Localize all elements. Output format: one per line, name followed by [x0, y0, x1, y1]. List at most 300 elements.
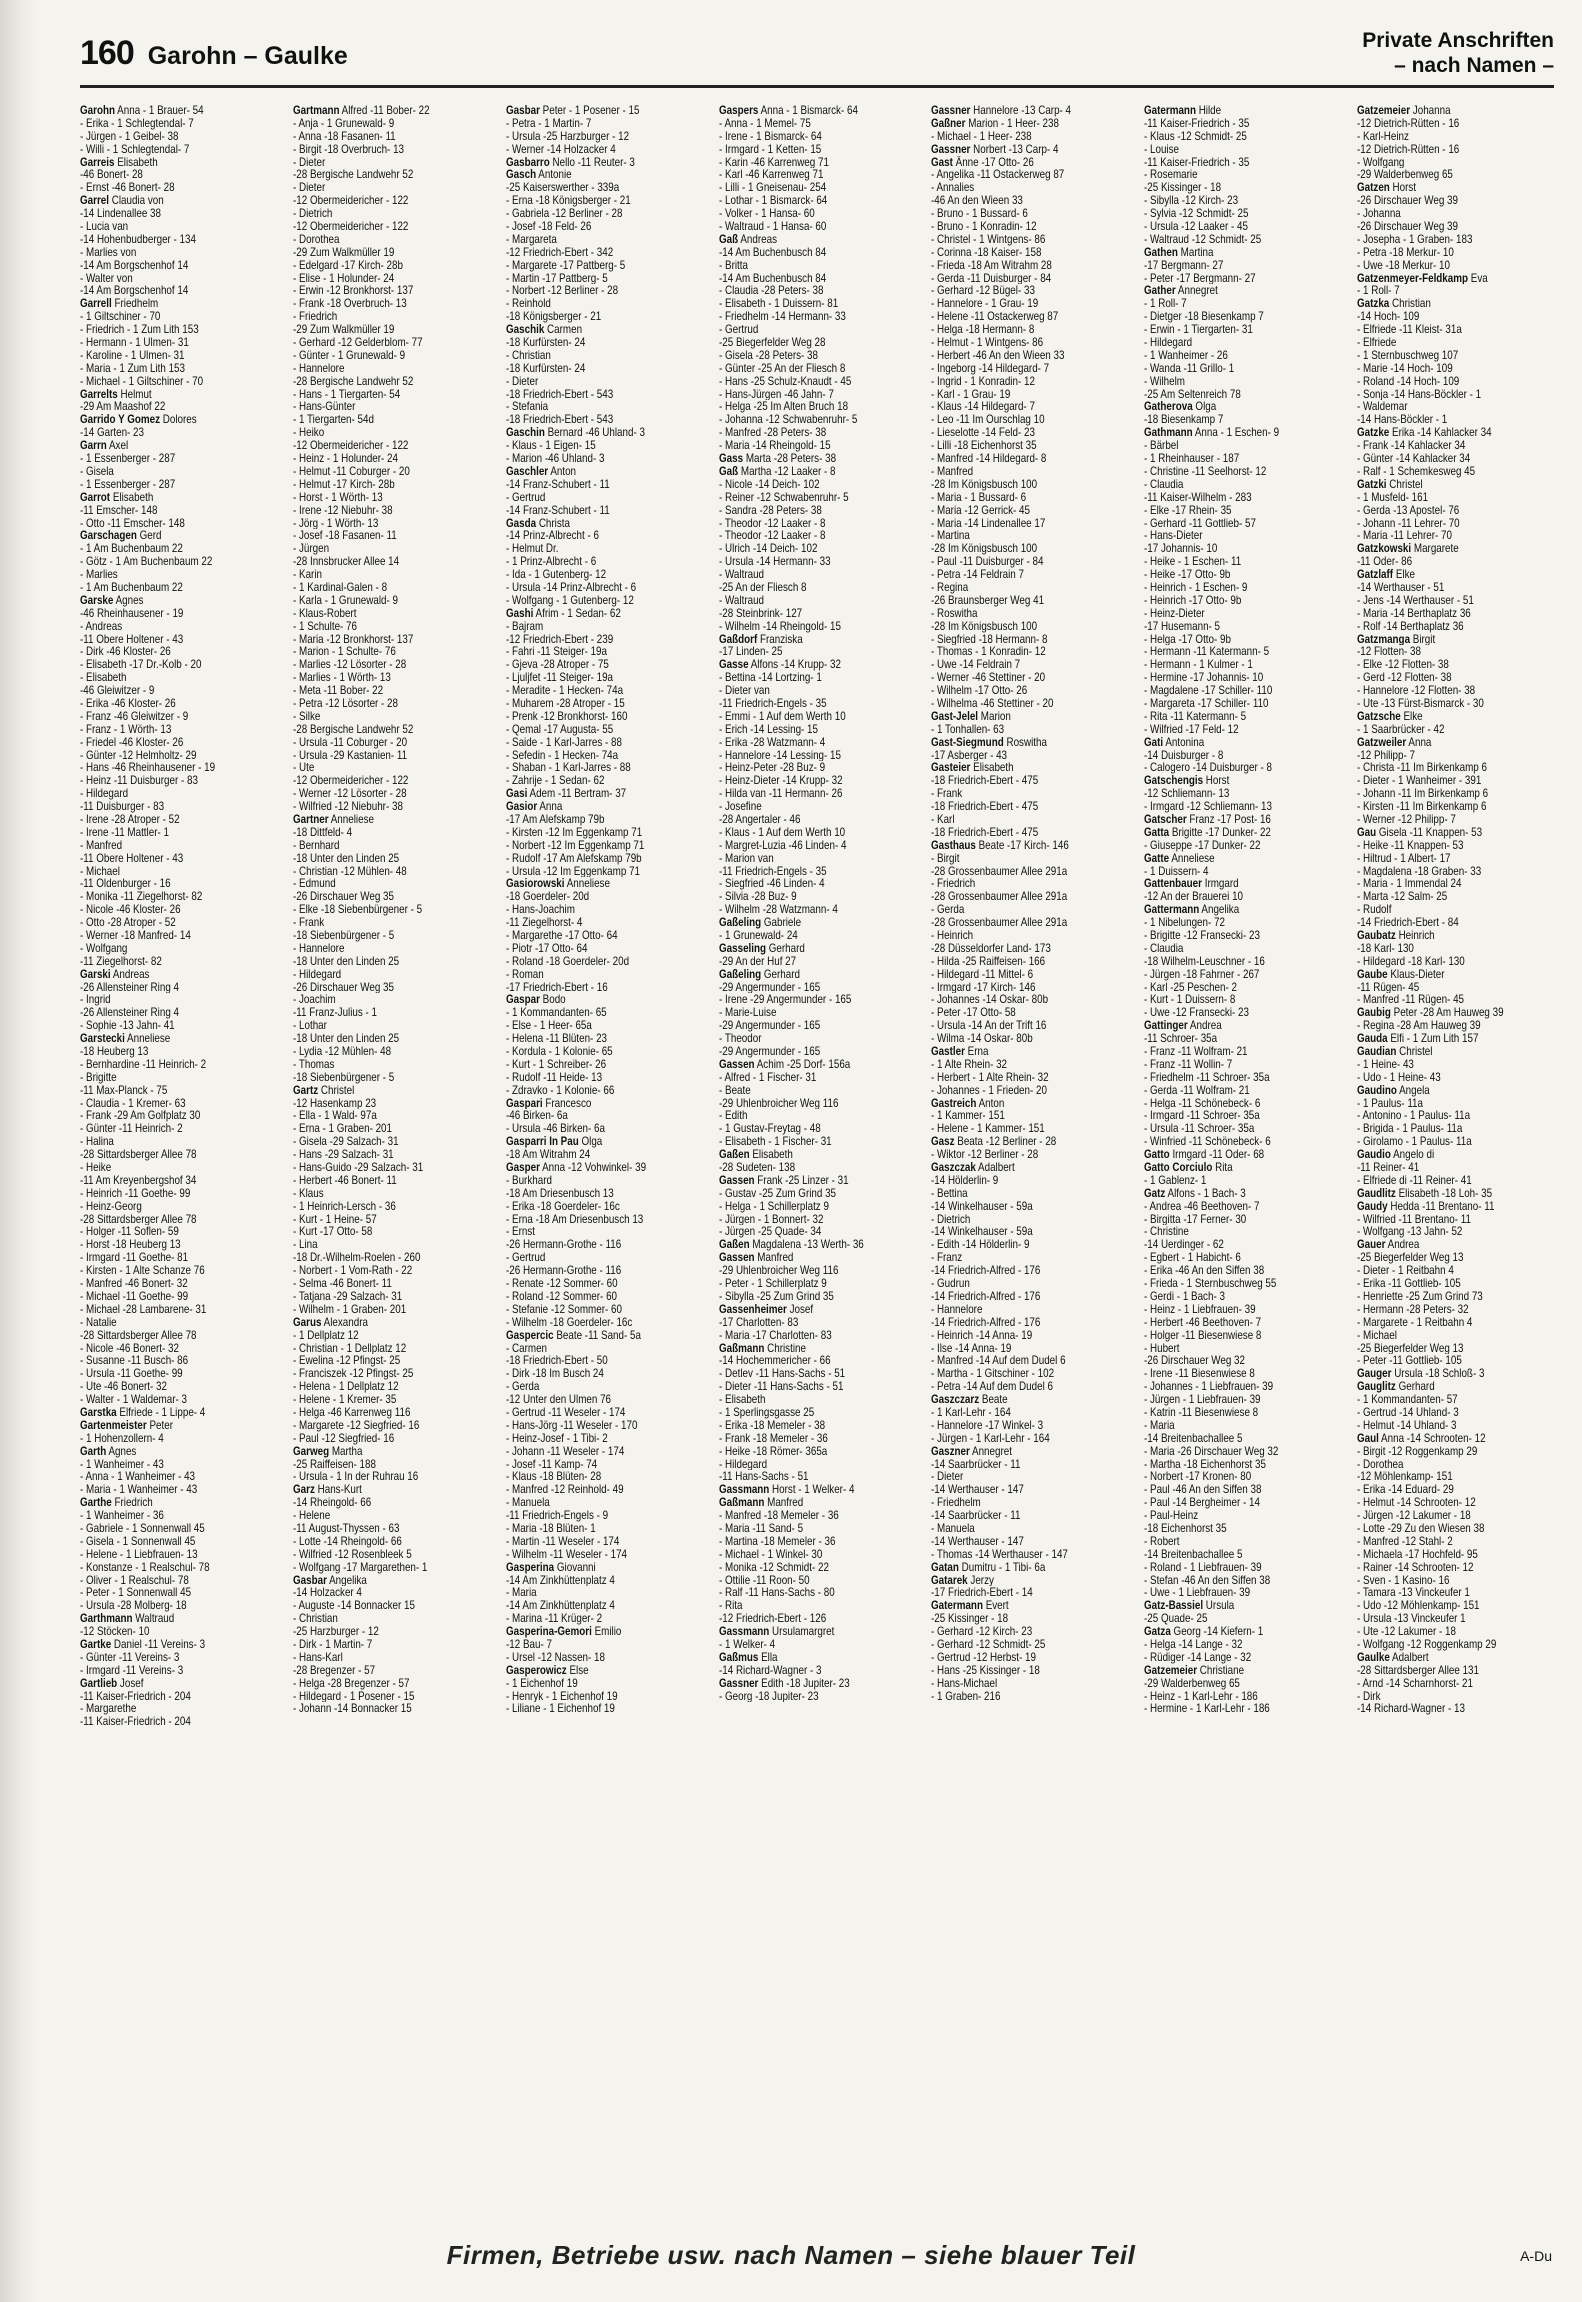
entry-line [719, 993, 920, 1006]
entry-text: - 1 Saarbrücker - 42 [1357, 722, 1445, 736]
entry-line [1144, 1200, 1345, 1213]
entry-line [719, 1470, 920, 1483]
entry-text: - 1 Gustav-Freytag - 48 [718, 1122, 821, 1136]
entry-line [506, 259, 707, 272]
entry-text: - Anna -18 Fasanen- 11 [292, 129, 396, 143]
entry-text: - Friedrich [292, 310, 338, 324]
entry-line [1357, 1522, 1558, 1535]
entry-head-line [1144, 104, 1345, 117]
surname: Gast-Jelel [931, 709, 979, 723]
entry-line [506, 1238, 707, 1251]
entry-text: - Elfriede -11 Kleist- 31a [1357, 323, 1462, 337]
entry-line [506, 916, 707, 929]
entry-text: Anna -14 Schrooten- 12 [1381, 1431, 1486, 1445]
entry-text: Franziska [759, 632, 803, 646]
entry-text: - Margarete -12 Siegfried- 16 [292, 1418, 420, 1432]
entry-text: - Manfred -12 Reinhold- 49 [505, 1483, 624, 1497]
entry-text: - Helene - 1 Kammer- 151 [931, 1122, 1046, 1136]
entry-text: - 1 Dellplatz 12 [292, 1328, 359, 1342]
entry-line [1357, 259, 1558, 272]
entry-line [506, 1277, 707, 1290]
entry-head-line [80, 1032, 281, 1045]
entry-line [506, 220, 707, 233]
surname: Gasperowicz [505, 1663, 567, 1677]
entry-text: - Hermine - 1 Karl-Lehr - 186 [1144, 1702, 1271, 1716]
entry-line [1144, 491, 1345, 504]
entry-text: - Herbert -46 An den Wieen 33 [931, 348, 1065, 362]
entry-text: -18 Friedrich-Ebert - 475 [931, 800, 1039, 813]
entry-line [293, 1522, 494, 1535]
entry-text: -14 Franz-Schubert - 11 [505, 503, 610, 517]
entry-head-line [1357, 104, 1558, 117]
entry-line [1144, 1483, 1345, 1496]
entry-text: - Christian [292, 1612, 338, 1626]
entry-text: - Norbert -12 Im Eggenkamp 71 [505, 838, 645, 852]
entry-line [719, 259, 920, 272]
entry-line [1357, 903, 1558, 916]
entry-line [931, 1354, 1132, 1367]
entry-text: - Rüdiger -14 Lange - 32 [1144, 1650, 1252, 1664]
entry-line [506, 375, 707, 388]
entry-line [80, 400, 281, 413]
entry-text: Beate [982, 1393, 1009, 1406]
entry-head-line [1144, 400, 1345, 413]
entry-line [931, 517, 1132, 530]
entry-text: - Peter -17 Bergmann- 27 [1144, 271, 1256, 285]
entry-text: -29 Zum Walkmüller 19 [292, 245, 395, 259]
entry-text: Georg -14 Kiefern- 1 [1173, 1625, 1264, 1638]
entry-line [931, 181, 1132, 194]
entry-text: - Friedel -46 Kloster- 26 [80, 735, 184, 749]
entry-head-line [719, 916, 920, 929]
entry-text: - Gerdi - 1 Bach- 3 [1144, 1289, 1226, 1303]
entry-text: - Prenk -12 Bronkhorst- 160 [505, 709, 628, 723]
entry-text: - Heike -17 Otto- 9b [1144, 568, 1231, 581]
entry-text: -12 Friedrich-Ebert - 126 [718, 1612, 826, 1626]
entry-line [931, 1329, 1132, 1342]
entry-head-line [1357, 1200, 1558, 1213]
entry-line [719, 1586, 920, 1599]
entry-line [1357, 877, 1558, 890]
entry-line [1357, 1470, 1558, 1483]
entry-line [931, 1651, 1132, 1664]
entry-line [506, 1406, 707, 1419]
surname: Gathmann [1144, 426, 1193, 440]
entry-text: -28 Bergische Landwehr 52 [292, 374, 414, 388]
surname: Gasse [718, 658, 749, 672]
entry-text: - 1 Nibelungen- 72 [1144, 916, 1226, 929]
entry-line [931, 349, 1132, 362]
entry-text: Marta -28 Peters- 38 [745, 452, 836, 465]
entry-text: Christa [538, 516, 570, 530]
entry-line [506, 194, 707, 207]
entry-text: - Gerd -12 Flotten- 38 [1357, 671, 1452, 685]
entry-line [1357, 1406, 1558, 1419]
entry-text: -11 Emscher- 148 [80, 503, 158, 517]
entry-line [293, 1058, 494, 1071]
entry-head-line [80, 1496, 281, 1509]
entry-line [1357, 504, 1558, 517]
entry-line [1144, 1432, 1345, 1445]
entry-text: -28 Bregenzer - 57 [292, 1663, 375, 1677]
entry-text: - Ernst [505, 1225, 535, 1239]
entry-line [506, 1393, 707, 1406]
entry-line [1144, 581, 1345, 594]
entry-line [931, 916, 1132, 929]
entry-text: - Reiner -12 Schwabenruhr- 5 [718, 490, 849, 504]
entry-head-line [1144, 246, 1345, 259]
entry-text: - Heinz-Josef - 1 Tibi- 2 [505, 1431, 608, 1445]
entry-line [931, 1406, 1132, 1419]
surname: Gasseling [718, 941, 766, 955]
entry-text: -11 Friedrich-Engels - 35 [718, 864, 827, 878]
entry-text: - Uwe -18 Merkur- 10 [1357, 258, 1451, 272]
entry-text: - Wolfgang -13 Jahn- 52 [1357, 1225, 1463, 1239]
entry-line [80, 478, 281, 491]
entry-head-line [1144, 1599, 1345, 1612]
entry-line [80, 1367, 281, 1380]
entry-text: Andrea [1387, 1238, 1420, 1252]
entry-line [931, 942, 1132, 955]
entry-text: - Helena -11 Blüten- 23 [505, 1032, 607, 1046]
entry-text: - Siegfried -18 Hermann- 8 [931, 632, 1048, 646]
entry-line [719, 143, 920, 156]
entry-text: - Roswitha [931, 606, 978, 620]
entry-line [293, 1612, 494, 1625]
entry-line [293, 633, 494, 646]
entry-text: - Manfred -46 Bonert- 32 [80, 1277, 188, 1290]
entry-line [80, 1071, 281, 1084]
entry-text: - Ida - 1 Gutenberg- 12 [505, 568, 606, 581]
entry-head-line [506, 1625, 707, 1638]
surname: Gast-Siegmund [931, 735, 1005, 749]
entry-line [80, 1187, 281, 1200]
entry-line [1144, 1290, 1345, 1303]
entry-line [293, 890, 494, 903]
entry-text: -25 Harzburger - 12 [292, 1625, 379, 1638]
entry-text: Hannelore -13 Carp- 4 [973, 104, 1072, 117]
surname: Gasteier [931, 761, 971, 775]
surname: Gaspari [505, 1096, 543, 1110]
surname: Garrel [80, 194, 109, 208]
entry-head-line [719, 968, 920, 981]
entry-line [80, 220, 281, 233]
entry-text: - Dirk -46 Kloster- 26 [80, 645, 171, 659]
entry-line [1357, 1097, 1558, 1110]
entry-text: - Hans-Michael [931, 1676, 998, 1690]
entry-line [1144, 1238, 1345, 1251]
entry-head-line [719, 1677, 920, 1690]
entry-head-line [1144, 736, 1345, 749]
directory-column [506, 104, 707, 2234]
entry-text: - Ute -46 Bonert- 32 [80, 1380, 167, 1394]
entry-text: -14 Holzacker 4 [292, 1586, 362, 1600]
entry-text: -11 Kaiser-Friedrich - 35 [1144, 155, 1250, 169]
entry-text: - Elisabeth [80, 671, 127, 685]
entry-text: - Zahrije - 1 Sedan- 62 [505, 774, 605, 788]
entry-line [80, 1006, 281, 1019]
entry-text: - Michael [80, 864, 120, 878]
entry-line [719, 1445, 920, 1458]
entry-line [293, 1535, 494, 1548]
entry-line [506, 903, 707, 916]
entry-text: - Liliane - 1 Eichenhof 19 [505, 1702, 615, 1716]
entry-text: Erika -14 Kahlacker 34 [1392, 426, 1492, 440]
entry-line [293, 581, 494, 594]
entry-text: - Herbert -46 Bonert- 11 [292, 1173, 397, 1187]
entry-text: - Gerda -13 Apostel- 76 [1357, 503, 1460, 517]
entry-text: -11 Reiner- 41 [1357, 1161, 1420, 1174]
entry-line [931, 284, 1132, 297]
entry-head-line [931, 761, 1132, 774]
surname: Gassmann [718, 1483, 769, 1497]
entry-line [506, 388, 707, 401]
entry-text: - Josepha - 1 Graben- 183 [1357, 232, 1473, 246]
entry-text: - Henryk - 1 Eichenhof 19 [505, 1689, 618, 1703]
surname: Gau [1357, 825, 1377, 839]
surname: Gassenheimer [718, 1302, 787, 1316]
entry-head-line [931, 143, 1132, 156]
entry-text: - Bettina -14 Lortzing- 1 [718, 671, 822, 685]
entry-line [931, 1006, 1132, 1019]
entry-line [80, 233, 281, 246]
entry-text: - Martin -17 Pattberg- 5 [505, 271, 608, 285]
entry-line [1144, 1690, 1345, 1703]
entry-head-line [506, 877, 707, 890]
entry-text: -12 Obermeidericher - 122 [292, 194, 409, 208]
entry-text: Elisabeth [117, 155, 158, 169]
entry-text: - Wilhelm -17 Otto- 26 [931, 684, 1028, 697]
entry-text: - Paul-Heinz [1144, 1509, 1199, 1522]
entry-text: -11 Kaiser-Wilhelm - 283 [1144, 490, 1252, 504]
entry-text: Marion [981, 709, 1012, 723]
surname: Gather [1144, 284, 1177, 298]
entry-text: - Hildegard -11 Mittel- 6 [931, 967, 1034, 981]
entry-text: - Hildegard - 1 Posener - 15 [292, 1689, 415, 1703]
entry-text: -29 Angermunder - 165 [718, 980, 820, 994]
entry-line [931, 1367, 1132, 1380]
entry-text: - Lothar [292, 1019, 327, 1033]
entry-line [719, 168, 920, 181]
entry-text: Evert [986, 1599, 1010, 1613]
entry-line [1144, 787, 1345, 800]
entry-line [506, 284, 707, 297]
entry-text: - Hildegard [718, 1457, 767, 1471]
entry-line [931, 633, 1132, 646]
entry-line [1357, 1161, 1558, 1174]
entry-line [931, 439, 1132, 452]
entry-text: - Gerda -11 Wolfram- 21 [1144, 1083, 1251, 1097]
entry-line [719, 336, 920, 349]
entry-line [293, 465, 494, 478]
entry-text: Francesco [545, 1096, 592, 1110]
entry-line [80, 207, 281, 220]
entry-text: - Horst - 1 Wörth- 13 [292, 490, 383, 504]
entry-text: Andreas [739, 232, 777, 246]
entry-text: - Heiko [292, 426, 325, 440]
entry-text: -18 Wilhelm-Leuschner - 16 [1144, 954, 1266, 968]
entry-line [293, 1225, 494, 1238]
entry-text: - Birgit -12 Roggenkamp 29 [1357, 1444, 1478, 1458]
entry-text: Anna - 1 Brauer- 54 [117, 104, 204, 117]
entry-text: -26 Dirschauer Weg 35 [292, 890, 394, 904]
entry-text: - Heinz-Peter -28 Buz- 9 [718, 761, 825, 775]
surname: Gatta [1144, 825, 1170, 839]
entry-line [293, 1406, 494, 1419]
entry-text: Josef [119, 1676, 144, 1690]
entry-line [80, 903, 281, 916]
entry-line [506, 1084, 707, 1097]
entry-text: - Elke -12 Flotten- 38 [1357, 658, 1450, 672]
surname: Gasperina [505, 1560, 554, 1574]
entry-line [293, 761, 494, 774]
entry-line [1357, 284, 1558, 297]
entry-text: - 1 Tonhallen- 63 [931, 722, 1005, 736]
entry-head-line [80, 529, 281, 542]
entry-text: - Hannelore [292, 941, 345, 955]
entry-text: - Britta [718, 258, 748, 272]
entry-line [506, 968, 707, 981]
entry-text: Agnes [108, 1444, 137, 1458]
entry-text: -14 Hoch- 109 [1357, 310, 1420, 324]
entry-text: - Johannes - 1 Liebfrauen- 39 [1144, 1380, 1274, 1394]
entry-text: - Irene -11 Mattler- 1 [80, 825, 169, 839]
entry-line [506, 1290, 707, 1303]
entry-line [80, 1277, 281, 1290]
entry-text: -11 Kaiser-Friedrich - 204 [80, 1715, 191, 1729]
surname: Gasbarro [505, 155, 550, 169]
entry-text: -18 Biesenkamp 7 [1144, 413, 1224, 427]
entry-text: - 1 Tiergarten- 54d [292, 413, 374, 427]
entry-text: - Hannelore -12 Flotten- 38 [1357, 684, 1476, 697]
entry-line [1144, 1367, 1345, 1380]
entry-line [80, 697, 281, 710]
entry-line [1144, 942, 1345, 955]
entry-line [293, 246, 494, 259]
entry-line [1357, 400, 1558, 413]
entry-text: - Konstanze - 1 Realschul- 78 [80, 1560, 210, 1574]
entry-line [80, 452, 281, 465]
entry-text: -12 Unter den Ulmen 76 [505, 1393, 611, 1406]
entry-line [293, 877, 494, 890]
entry-line [1144, 220, 1345, 233]
entry-text: Eva [1470, 271, 1488, 285]
entry-text: - Jürgen -25 Quade- 34 [718, 1225, 821, 1239]
entry-line [506, 633, 707, 646]
entry-text: -14 Am Zinkhüttenplatz 4 [505, 1599, 615, 1613]
entry-line [719, 955, 920, 968]
entry-line [506, 542, 707, 555]
entry-text: - Magdalena -18 Graben- 33 [1357, 864, 1482, 878]
entry-line [293, 362, 494, 375]
entry-head-line [293, 1574, 494, 1587]
entry-line [293, 955, 494, 968]
entry-text: -12 Dietrich-Rütten - 16 [1357, 142, 1460, 156]
entry-text: - Gertrud -11 Weseler - 174 [505, 1405, 626, 1419]
entry-text: - Arnd -14 Scharnhorst- 21 [1357, 1676, 1474, 1690]
entry-head-line [293, 1445, 494, 1458]
entry-text: - Gerhard -11 Gottlieb- 57 [1144, 516, 1257, 530]
entry-text: - Frank -18 Overbruch- 13 [292, 297, 407, 311]
entry-text: - Klaus - 1 Auf dem Werth 10 [718, 825, 845, 839]
entry-line [1144, 349, 1345, 362]
surname: Gasiorowski [505, 877, 565, 891]
entry-line [1144, 362, 1345, 375]
entry-line [80, 1664, 281, 1677]
entry-text: - Lucia van [80, 220, 129, 233]
entry-line [1357, 1058, 1558, 1071]
entry-text: - Erich -14 Lessing- 15 [718, 722, 818, 736]
entry-head-line [506, 156, 707, 169]
entry-text: - Jürgen - 1 Karl-Lehr - 164 [931, 1431, 1051, 1445]
entry-line [1144, 336, 1345, 349]
entry-text: -17 Bergmann- 27 [1144, 258, 1224, 272]
entry-text: - Hildegard [292, 967, 341, 981]
surname: Gaszczarz [931, 1393, 980, 1406]
entry-text: -29 Walderbenweg 65 [1144, 1676, 1241, 1690]
entry-text: - Ewelina -12 Pfingst- 25 [292, 1354, 401, 1368]
entry-line [1357, 246, 1558, 259]
entry-text: - Qemal -17 Augusta- 55 [505, 722, 613, 736]
entry-text: - Ursula -46 Birken- 6a [505, 1122, 605, 1136]
entry-text: -28 Sittardsberger Allee 131 [1357, 1663, 1480, 1677]
entry-line [719, 284, 920, 297]
entry-line [1144, 194, 1345, 207]
entry-text: - Stefania [505, 400, 548, 414]
entry-line [293, 233, 494, 246]
entry-line [506, 336, 707, 349]
section-title-line1: Private Anschriften [1362, 29, 1554, 52]
entry-text: - Günter -11 Heinrich- 2 [80, 1122, 183, 1136]
entry-line [293, 1458, 494, 1471]
entry-line [1144, 1097, 1345, 1110]
entry-text: Olga [1195, 400, 1217, 414]
entry-line [80, 1303, 281, 1316]
entry-text: - Zdravko - 1 Kolonie- 66 [505, 1083, 615, 1097]
entry-line [1357, 658, 1558, 671]
entry-text: - Marie -14 Hoch- 109 [1357, 361, 1453, 375]
entry-line [719, 117, 920, 130]
entry-line [80, 272, 281, 285]
entry-line [719, 478, 920, 491]
entry-text: -14 Werthauser - 147 [931, 1483, 1025, 1497]
entry-line [293, 555, 494, 568]
entry-text: -12 Obermeidericher - 122 [292, 439, 409, 453]
entry-head-line [931, 1161, 1132, 1174]
entry-text: - Hannelore -14 Lessing- 15 [718, 748, 841, 762]
entry-text: - Nicole -14 Deich- 102 [718, 477, 820, 491]
entry-text: Irmgard [1205, 877, 1239, 891]
entry-text: - Jürgen - 1 Bonnert- 32 [718, 1212, 824, 1226]
entry-line [931, 207, 1132, 220]
entry-text: - Corinna -18 Kaiser- 158 [931, 245, 1042, 259]
entry-text: - Dieter [931, 1470, 964, 1484]
entry-text: Angela [1399, 1083, 1430, 1097]
entry-text: -11 Franz-Julius - 1 [292, 1006, 377, 1020]
entry-text: - Elise - 1 Holunder- 24 [292, 271, 395, 285]
surname: Gauger [1357, 1367, 1392, 1381]
entry-head-line [1357, 1032, 1558, 1045]
entry-line [293, 336, 494, 349]
entry-line [1144, 1213, 1345, 1226]
entry-text: - Erika - 1 Schlegtendal- 7 [80, 116, 194, 130]
entry-line [506, 1509, 707, 1522]
entry-line [931, 1458, 1132, 1471]
entry-line [1144, 259, 1345, 272]
entry-head-line [293, 1084, 494, 1097]
entry-head-line [1144, 826, 1345, 839]
entry-text: - Erna -18 Am Driesenbusch 13 [505, 1212, 644, 1226]
